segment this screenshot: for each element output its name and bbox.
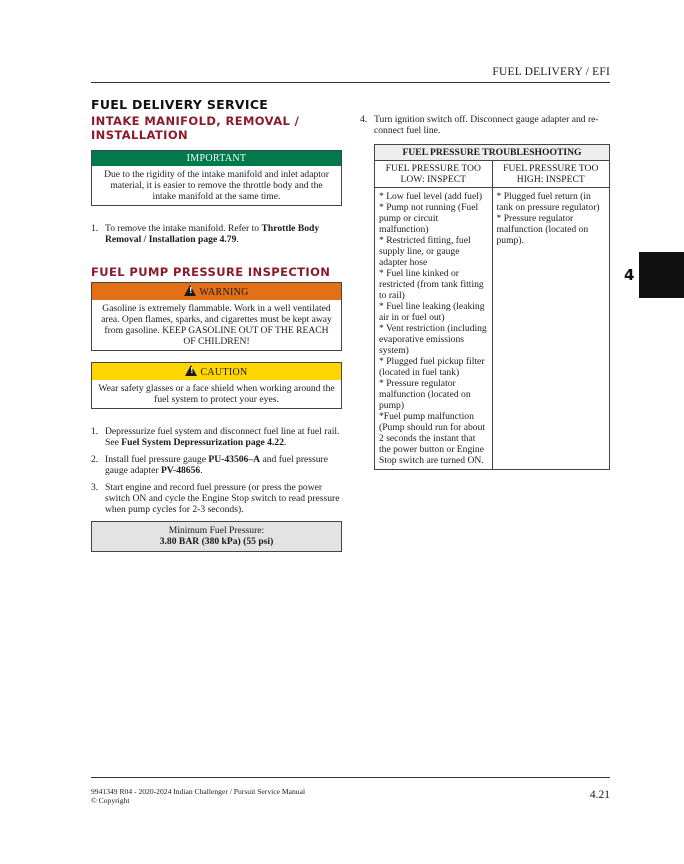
inspection-steps <box>91 426 342 515</box>
warning-icon <box>184 285 196 296</box>
spec-label: Minimum Fuel Pressure: <box>168 525 265 536</box>
step-text: Depressurize fuel system and disconnect fuel line at fuel rail. See Fuel System Depressurization page 4.22. <box>105 426 340 448</box>
list-item: * Fuel line leaking (leaking air in or fuel out) <box>379 301 485 323</box>
chapter-tab <box>639 252 684 298</box>
step-text: Start engine and record fuel pressure (or press the power switch ON and cycle the Engine Stop switch to read pressure when pump cycles for 2-3 seconds). <box>105 482 340 515</box>
list-item <box>91 454 342 476</box>
step-text: Turn ignition switch off. Disconnect gauge adapter and re-connect fuel line. <box>374 114 599 136</box>
footer-doc-info <box>91 787 305 805</box>
page-number: 4.21 <box>589 789 610 801</box>
caution-label-row <box>92 363 341 380</box>
list-item: * Pressure regulator malfunction (located on pump). <box>496 213 589 246</box>
step-text: To remove the intake manifold. Refer to Throttle Body Removal / Installation page 4.79. <box>105 223 320 245</box>
copyright: © Copyright <box>91 796 130 805</box>
list-item: * Plugged fuel pickup filter (located in fuel tank) <box>379 356 485 378</box>
list-item <box>360 114 610 136</box>
chapter-number: 4 <box>624 266 635 284</box>
list-item: * Fuel line kinked or restricted (from tank fitting to rail) <box>379 268 484 301</box>
col-header-low: FUEL PRESSURE TOO LOW: INSPECT <box>375 161 493 188</box>
step-number: 1. <box>91 223 99 234</box>
list-item <box>91 482 342 515</box>
min-fuel-pressure-box <box>91 521 342 552</box>
col-header-high: FUEL PRESSURE TOO HIGH: INSPECT <box>492 161 610 188</box>
footer-divider <box>91 777 610 778</box>
high-causes-cell <box>492 188 610 470</box>
list-item: * Pressure regulator malfunction (located on pump) <box>379 378 471 411</box>
warning-notice <box>91 282 342 351</box>
important-label: IMPORTANT <box>92 151 341 166</box>
list-item: *Fuel pump malfunction (Pump should run for about 2 seconds the instant that the power button or Engine Stop switch are turned ON. <box>379 411 486 466</box>
caution-label: CAUTION <box>200 367 248 378</box>
caution-text: Wear safety glasses or a face shield when working around the fuel system to protect your eyes. <box>98 383 335 405</box>
fuel-pump-heading: FUEL PUMP PRESSURE INSPECTION <box>91 265 331 279</box>
right-column <box>360 114 610 470</box>
doc-line: 9941349 R04 - 2020-2024 Indian Challenger / Pursuit Service Manual <box>91 787 306 796</box>
warning-label: WARNING <box>199 287 249 298</box>
important-notice <box>91 150 342 206</box>
left-column <box>91 97 342 552</box>
step-number: 2. <box>91 454 99 465</box>
list-item <box>91 426 342 448</box>
adapter-part-number: PV-48656 <box>160 465 201 476</box>
troubleshooting-table <box>374 144 610 470</box>
step-number: 4. <box>360 114 368 125</box>
section-title: FUEL DELIVERY / EFI <box>492 66 610 78</box>
list-item: * Pump not running (Fuel pump or circuit malfunction) <box>379 202 479 235</box>
list-item <box>91 223 342 245</box>
main-heading: FUEL DELIVERY SERVICE <box>91 97 269 112</box>
step-number: 1. <box>91 426 99 437</box>
step-text: Install fuel pressure gauge PU-43506–A and fuel pressure gauge adapter PV-48656. <box>105 454 329 476</box>
caution-notice <box>91 362 342 409</box>
removal-steps <box>91 223 342 245</box>
table-title: FUEL PRESSURE TROUBLESHOOTING <box>375 145 610 161</box>
low-causes-cell <box>375 188 493 470</box>
gauge-part-number: PU-43506–A <box>208 454 261 465</box>
step-number: 3. <box>91 482 99 493</box>
depressurization-link[interactable]: Fuel System Depressurization page 4.22 <box>121 437 284 448</box>
list-item: * Restricted fitting, fuel supply line, or gauge adapter hose <box>379 235 471 268</box>
header-divider <box>91 82 610 83</box>
spec-value: 3.80 BAR (380 kPa) (55 psi) <box>159 536 274 547</box>
intake-manifold-heading: INTAKE MANIFOLD, REMOVAL / INSTALLATION <box>91 114 300 142</box>
warning-text: Gasoline is extremely flammable. Work in a well ventilated area. Open flames, sparks, and cigarettes must be kept away from gasoline. KEEP GASOLINE OUT OF THE REACH OF CHILDREN! <box>101 303 332 347</box>
right-steps <box>360 114 610 136</box>
list-item: * Low fuel level (add fuel) <box>379 191 483 202</box>
important-text: Due to the rigidity of the intake manifold and inlet adaptor material, it is easier to remove the throttle body and the intake manifold at the same time. <box>104 169 329 202</box>
list-item: * Plugged fuel return (in tank on pressure regulator) <box>496 191 600 213</box>
list-item: * Vent restriction (including evaporative emissions system) <box>379 323 487 356</box>
throttle-body-link[interactable]: Throttle Body Removal / Installation page 4.79 <box>105 223 320 245</box>
warning-label-row <box>92 283 341 300</box>
caution-icon <box>185 365 197 376</box>
